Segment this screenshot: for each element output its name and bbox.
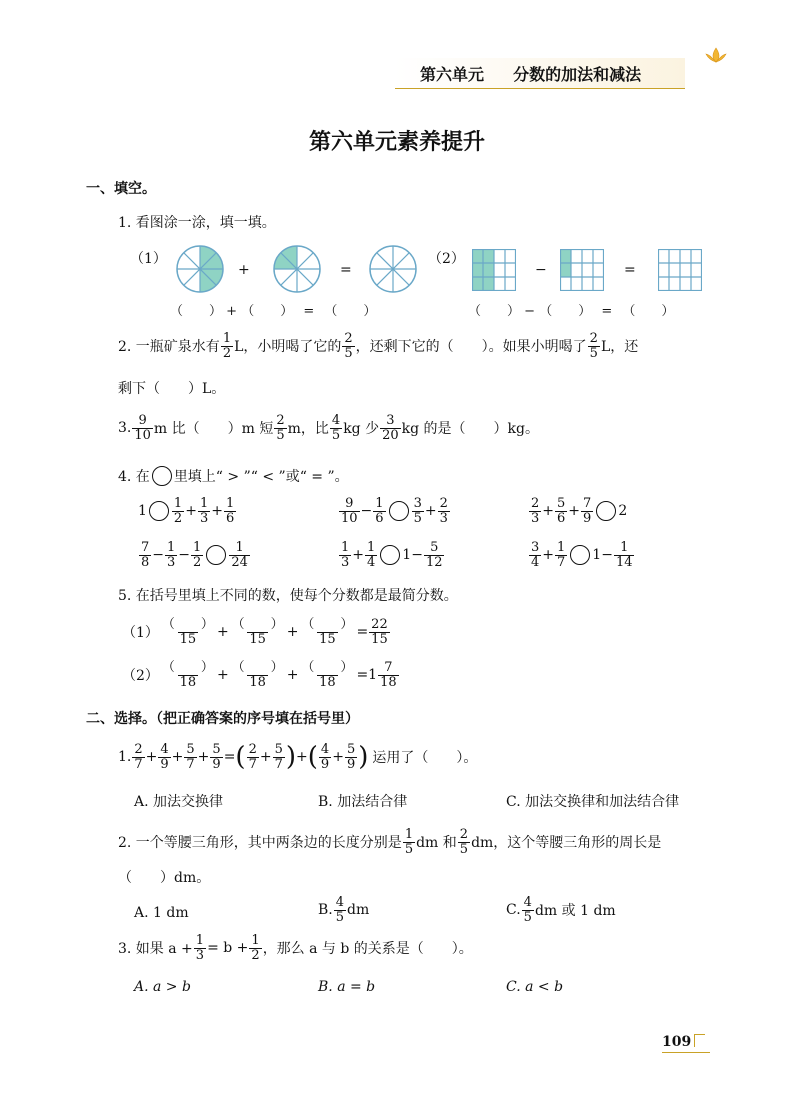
q1-answer-row-1: （ ） + （ ） = （ ） — [170, 304, 377, 319]
q1-label-2: （2） — [428, 251, 465, 267]
option-b[interactable]: B. 加法结合律 — [318, 794, 408, 810]
q1-equals-2: = — [624, 262, 636, 278]
option-a[interactable]: A. 1 dm — [134, 905, 189, 921]
page-rule — [662, 1052, 710, 1053]
header-topic: 分数的加法和减法 — [513, 65, 642, 84]
page-title: 第六单元素养提升 — [308, 130, 485, 155]
q1-plus: + — [238, 262, 250, 278]
chapter-header — [420, 62, 641, 85]
circle-figure-2 — [272, 244, 322, 298]
grid-figure-1 — [472, 249, 516, 295]
option-c[interactable]: C. 加法交换律和加法结合律 — [506, 794, 680, 810]
option-a[interactable]: A. a > b — [134, 979, 191, 995]
compare-3: $\frac{2}{3}$ + $\frac{5}{6}$ + $\frac{7}{9}$ 2 — [531, 496, 628, 526]
header-unit: 第六单元 — [420, 65, 485, 84]
compare-circle[interactable] — [389, 501, 409, 521]
blank[interactable]: （ ） — [468, 304, 521, 319]
compare-circle[interactable] — [206, 545, 226, 565]
section-fill-blank: 一、填空。 — [86, 181, 156, 197]
circle-blank-icon — [152, 466, 172, 486]
section-choice: 二、选择。（把正确答案的序号填在括号里） — [86, 711, 359, 727]
page-number: 109 — [662, 1034, 692, 1050]
fraction: $\frac{1}{2}$ — [222, 331, 232, 361]
grid-figure-2 — [560, 249, 604, 295]
q3-line: 3. $\frac{9}{10}$ m 比（ ）m 短 $\frac{2}{5}$ m，比 $\frac{4}{5}$ kg 少 $\frac{3}{20}$ kg 的是（ ）kg。 — [118, 413, 539, 443]
q2-line-1: 2. 一瓶矿泉水有 $\frac{1}{2}$ L，小明喝了它的 $\frac{2}{5}$ ，还剩下它的（ ）。如果小明喝了 $\frac{2}{5}$ L，还 — [118, 331, 639, 361]
blank[interactable]: （ ） — [622, 304, 675, 319]
option-b[interactable]: B. a = b — [318, 979, 376, 995]
compare-4: $\frac{7}{8}$ − $\frac{1}{3}$ − $\frac{1}{2}$ $\frac{1}{24}$ — [141, 540, 248, 570]
circle-figure-1 — [175, 244, 225, 298]
compare-circle[interactable] — [596, 501, 616, 521]
option-c[interactable]: C. a < b — [506, 979, 564, 995]
blank[interactable]: （ ） — [539, 304, 592, 319]
c1-line: 1. $\frac{2}{7}$ + $\frac{4}{9}$ + $\frac{5}{7}$ + $\frac{5}{9}$ = ( $\frac{2}{7}$ + $\frac{5}{7}$ ) + ( $\frac{4}{9}$ + $\frac{5}{9}$ ) 运用了（ ）。 — [118, 741, 478, 772]
compare-5: $\frac{1}{3}$ + $\frac{1}{4}$ 1− $\frac{5}{12}$ — [341, 540, 443, 570]
c3-line: 3. 如果 a + $\frac{1}{3}$ = b + $\frac{1}{2}$ ，那么 a 与 b 的关系是（ ）。 — [118, 933, 473, 963]
option-c[interactable]: C. $\frac{4}{5}$ dm 或 1 dm — [506, 895, 616, 925]
q1-answer-row-2: （ ） − （ ） = （ ） — [468, 304, 675, 319]
fraction: $\frac{2}{5}$ — [344, 331, 353, 361]
fraction: $\frac{3}{20}$ — [382, 413, 399, 443]
q1-text: 1. 看图涂一涂，填一填。 — [118, 215, 276, 231]
q4-text: 4. 在 里填上“ > ”“ < ”或“ = ”。 — [118, 466, 349, 486]
compare-2: $\frac{9}{10}$ − $\frac{1}{6}$ $\frac{3}{5}$ + $\frac{2}{3}$ — [341, 496, 448, 526]
compare-circle[interactable] — [380, 545, 400, 565]
option-a[interactable]: A. 加法交换律 — [134, 794, 224, 810]
lotus-icon — [700, 46, 732, 68]
fraction: $\frac{2}{5}$ — [276, 413, 285, 443]
blank[interactable]: （ ） — [170, 304, 223, 319]
q1-minus: − — [535, 262, 547, 278]
c2-line-1: 2. 一个等腰三角形，其中两条边的长度分别是 $\frac{1}{5}$ dm 和 $\frac{2}{5}$ dm，这个等腰三角形的周长是 — [118, 827, 662, 857]
corner-mark-icon — [694, 1034, 705, 1047]
compare-circle[interactable] — [570, 545, 590, 565]
compare-6: $\frac{3}{4}$ + $\frac{1}{7}$ 1− $\frac{1}{14}$ — [531, 540, 633, 570]
grid-figure-3 — [658, 249, 702, 295]
blank[interactable]: （ ） — [241, 304, 294, 319]
compare-circle[interactable] — [149, 501, 169, 521]
q5-text: 5. 在括号里填上不同的数，使每个分数都是最简分数。 — [118, 588, 458, 604]
fraction: $\frac{4}{5}$ — [331, 413, 341, 443]
fraction: $\frac{2}{5}$ — [589, 331, 598, 361]
q1-equals: = — [340, 262, 352, 278]
circle-figure-3 — [368, 244, 418, 298]
q2-line-2: 剩下（ ）L。 — [118, 381, 226, 397]
fraction: $\frac{9}{10}$ — [134, 413, 151, 443]
header-rule — [395, 88, 685, 89]
c2-line-2: （ ）dm。 — [118, 870, 211, 886]
q5-row-2: （2） $\frac{( )}{18}$ + $\frac{( )}{18}$ + $\frac{( )}{18}$ =1 $\frac{7}{18}$ — [122, 660, 397, 690]
q5-row-1: （1） $\frac{( )}{15}$ + $\frac{( )}{15}$ + $\frac{( )}{15}$ = $\frac{22}{15}$ — [122, 617, 388, 647]
compare-1: 1 $\frac{1}{2}$ + $\frac{1}{3}$ + $\frac{1}{6}$ — [138, 496, 235, 526]
option-b[interactable]: B. $\frac{4}{5}$ dm — [318, 895, 370, 925]
q1-label-1: （1） — [130, 251, 167, 267]
blank[interactable]: （ ） — [324, 304, 377, 319]
